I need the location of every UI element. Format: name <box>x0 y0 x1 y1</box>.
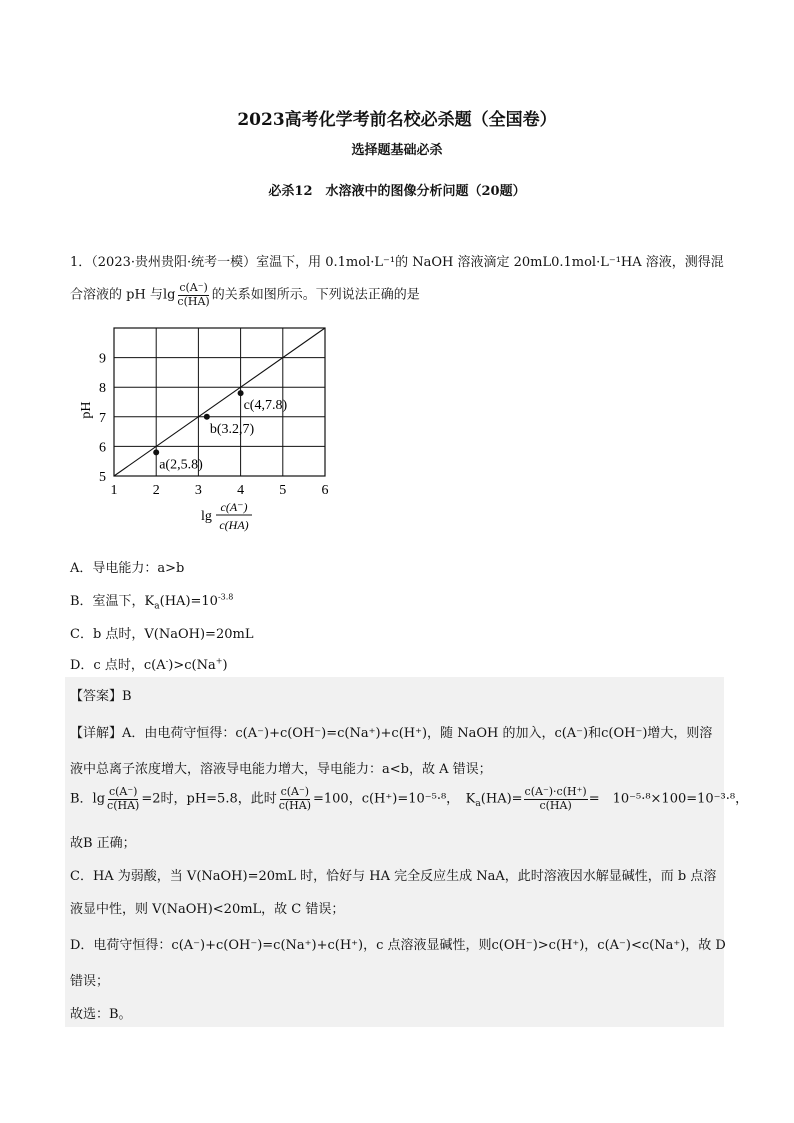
x-tick-label: 3 <box>194 483 202 498</box>
option-b <box>70 590 233 612</box>
y-tick-label: 5 <box>99 470 106 485</box>
detail-b-text-5: = 10⁻⁵·⁸×100=10⁻³·⁸， <box>588 791 749 807</box>
y-tick-label: 6 <box>99 440 106 456</box>
y-tick-label: 8 <box>99 381 106 397</box>
question-text-b: 的关系如图所示。下列说法正确的是 <box>211 287 420 303</box>
x-axis-label-lg: lg <box>201 509 212 524</box>
page-title: 2023高考化学考前名校必杀题（全国卷） <box>237 110 557 130</box>
detail-b-text-2: =2时，pH=5.8，此时 <box>141 791 277 807</box>
detail-c-line-1: C．HA 为弱酸，当 V(NaOH)=20mL 时，恰好与 HA 完全反应生成 NaA，此时溶液因水解显碱性，而 b 点溶 <box>70 869 717 884</box>
detail-b-frac-3-den: c(HA) <box>539 798 572 812</box>
conclusion: 故选：B。 <box>70 1007 132 1022</box>
option-d-sup2: + <box>215 656 223 666</box>
option-d-end: ) <box>222 658 228 673</box>
data-point <box>153 449 159 455</box>
detail-b-text-1: B．lg <box>70 791 106 807</box>
option-a: A．导电能力：a>b <box>70 561 185 576</box>
data-point-label: b(3.2,7) <box>209 421 255 437</box>
option-d-sup1: - <box>165 656 169 666</box>
detail-b-frac-3 <box>524 786 588 812</box>
y-axis-label: pH <box>79 401 94 419</box>
x-tick-label: 1 <box>110 483 118 498</box>
detail-b-text-4: (HA)= <box>480 791 523 807</box>
detail-b-frac-2-num: c(A⁻) <box>280 785 310 798</box>
option-b-mid: (HA)=10 <box>159 594 218 609</box>
x-axis-label-num: c(A⁻) <box>220 500 248 514</box>
question-frac-den: c(HA) <box>177 294 210 308</box>
x-axis-label-den: c(HA) <box>219 518 249 532</box>
option-d-prefix: D．c 点时，c(A <box>70 658 166 673</box>
x-tick-label: 5 <box>279 483 287 498</box>
data-point-label: a(2,5.8) <box>159 457 203 473</box>
option-d <box>70 654 228 673</box>
question-frac-num: c(A⁻) <box>179 281 208 294</box>
detail-b-frac-1-num: c(A⁻) <box>108 785 138 798</box>
detail-b-frac-1-den: c(HA) <box>107 798 140 812</box>
detail-b-frac-1 <box>106 786 140 812</box>
question-text-a: 合溶液的 pH 与 <box>70 287 163 303</box>
series-line <box>114 328 325 476</box>
data-point <box>238 390 244 396</box>
answer-label: 【答案】B <box>70 689 132 704</box>
detail-d-line-2: 错误； <box>70 974 110 989</box>
detail-b-frac-3-num: c(A⁻)·c(H⁺) <box>524 785 587 798</box>
question-fraction <box>176 282 210 308</box>
detail-b-frac-2-den: c(HA) <box>278 798 311 812</box>
option-c: C．b 点时，V(NaOH)=20mL <box>70 627 254 642</box>
section-title: 必杀12 水溶液中的图像分析问题（20题） <box>268 184 526 199</box>
x-tick-label: 2 <box>152 483 160 498</box>
detail-a-line-2: 液中总离子浓度增大，溶液导电能力增大，导电能力：a<b，故 A 错误； <box>70 762 492 777</box>
option-b-sub: a <box>154 601 160 612</box>
question-line-1: 1．（2023·贵州贵阳·统考一模）室温下，用 0.1mol·L⁻¹的 NaOH 溶液滴定 20mL0.1mol·L⁻¹HA 溶液，测得混 <box>70 255 724 270</box>
y-tick-label: 7 <box>99 410 106 426</box>
detail-d-line-1: D．电荷守恒得：c(A⁻)+c(OH⁻)=c(Na⁺)+c(H⁺)，c 点溶液显碱性，则c(OH⁻)>c(H⁺)，c(A⁻)<c(Na⁺)，故 D <box>70 938 726 953</box>
y-tick-label: 9 <box>99 351 106 367</box>
option-b-prefix: B．室温下，K <box>70 594 155 609</box>
detail-b-text-3: =100，c(H⁺)=10⁻⁵·⁸， K <box>313 791 476 807</box>
page-subtitle: 选择题基础必杀 <box>351 143 443 158</box>
detail-b-sub: a <box>475 799 481 810</box>
x-tick-label: 4 <box>237 483 245 498</box>
detail-c-line-2: 液显中性，则 V(NaOH)<20mL，故 C 错误； <box>70 902 345 917</box>
data-point-label: c(4,7.8) <box>243 398 288 414</box>
detail-a-line-1: 【详解】A．由电荷守恒得：c(A⁻)+c(OH⁻)=c(Na⁺)+c(H⁺)，随 NaOH 的加入，c(A⁻)和c(OH⁻)增大，则溶 <box>70 726 713 741</box>
detail-b-frac-2 <box>278 786 312 812</box>
question-lg: lg <box>162 287 176 303</box>
data-point <box>204 414 210 420</box>
detail-b-line-1 <box>70 786 748 812</box>
ph-chart <box>70 318 360 540</box>
option-b-sup: -3.8 <box>217 592 234 602</box>
option-d-mid: )>c(Na <box>168 658 216 673</box>
x-tick-label: 6 <box>321 483 329 498</box>
detail-b-line-2: 故B 正确； <box>70 836 136 851</box>
question-line-2 <box>70 282 420 308</box>
